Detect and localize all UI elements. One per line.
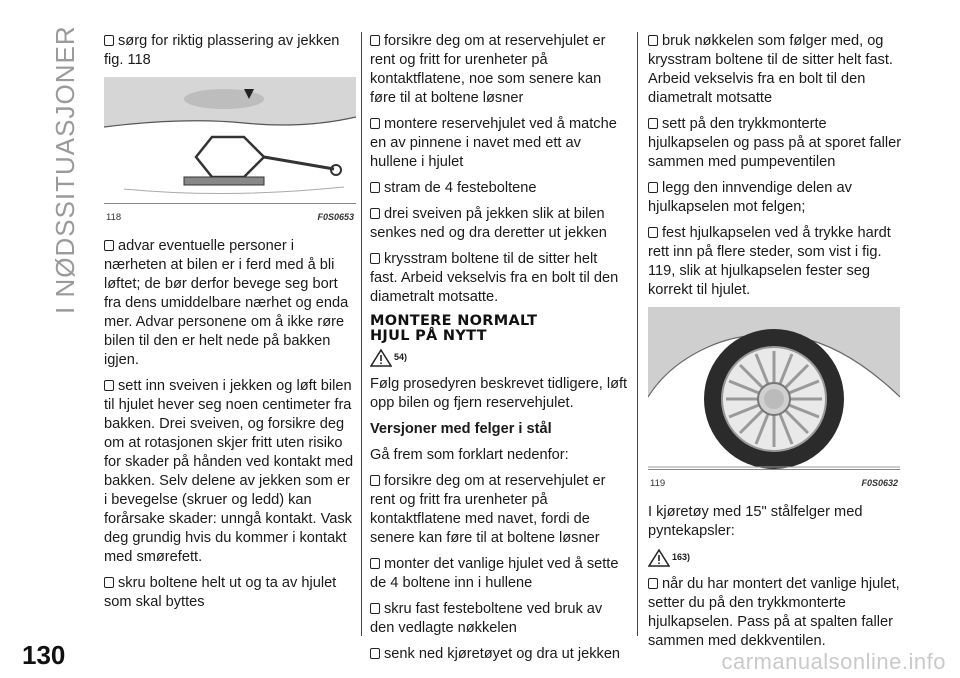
- step-item: senk ned kjøretøyet og dra ut jekken: [370, 645, 628, 664]
- checkbox-icon: [370, 35, 380, 46]
- step-item: når du har montert det vanlige hjulet, setter du på den trykkmonterte hjulkapselen. Pass på at spalten faller sammen med dekkventilen.: [648, 576, 900, 649]
- step-item: stram de 4 festeboltene: [370, 179, 628, 198]
- figure-caption: 119 F0S0632: [648, 469, 900, 493]
- column-3: [648, 32, 908, 658]
- figure-caption: 118 F0S0653: [104, 203, 356, 227]
- warning-reference: 163): [648, 548, 908, 567]
- checkbox-icon: [104, 35, 114, 46]
- step-item: krysstram boltene til de sitter helt fast. Arbeid vekselvis fra en bolt til den diametralt motsatte.: [370, 251, 619, 305]
- checkbox-icon: [104, 380, 114, 391]
- step-item: sett inn sveiven i jekken og løft bilen til hjulet hever seg noen centimeter fra bakken. Drei sveiven, og forsikre deg om at rotasjonen skjer fritt uten risiko for skader på hånden ved kontakt med bakken. Selv delene av jekken som er i bevegelse (skruer og ledd) kan forårsake skader: unngå kontakt. Vask deg grundig hvis du kommer i kontakt med smørefett.: [104, 378, 354, 565]
- column-1: [104, 32, 354, 619]
- checkbox-icon: [370, 182, 380, 193]
- paragraph: Gå frem som forklart nedenfor:: [370, 447, 569, 463]
- step-item: monter det vanlige hjulet ved å sette de 4 boltene inn i hullene: [370, 556, 619, 591]
- checkbox-icon: [370, 648, 380, 659]
- paragraph: I kjøretøy med 15" stålfelger med pyntekapsler:: [648, 504, 863, 539]
- checkbox-icon: [648, 182, 658, 193]
- step-item: sett på den trykkmonterte hjulkapselen og pass på at sporet faller sammen med pumpeventilen: [648, 116, 902, 170]
- step-item: skru boltene helt ut og ta av hjulet som skal byttes: [104, 575, 337, 610]
- warning-icon: [370, 349, 392, 367]
- column-divider: [637, 32, 638, 636]
- checkbox-icon: [648, 578, 658, 589]
- column-divider: [361, 32, 362, 636]
- step-item: bruk nøkkelen som følger med, og krysstram boltene til de sitter helt fast. Arbeid vekselvis fra en bolt til den diametralt motsatte: [648, 33, 893, 106]
- step-item: fest hjulkapselen ved å trykke hardt rett inn på flere steder, som vist i fig. 119, slik at hjulkapselen fester seg korrekt til hjulet.: [648, 225, 891, 298]
- step-item: legg den innvendige delen av hjulkapselen mot felgen;: [648, 180, 852, 215]
- step-item: montere reservehjulet ved å matche en av pinnene i navet med ett av hullene i hjulet: [370, 116, 617, 170]
- column-2: [370, 32, 628, 671]
- checkbox-icon: [648, 227, 658, 238]
- step-item: advar eventuelle personer i nærheten at bilen er i ferd med å bli løftet; de bør derfor bevege seg bort fra dens umiddelbare nærhet og enda mer. Advar personene om å ikke røre bilen til den er helt nede på bakken igjen.: [104, 238, 349, 368]
- figure-118: [104, 77, 356, 227]
- figure-119: [648, 307, 900, 493]
- checkbox-icon: [370, 475, 380, 486]
- jack-illustration: [104, 77, 356, 203]
- checkbox-icon: [370, 603, 380, 614]
- checkbox-icon: [648, 35, 658, 46]
- step-item: forsikre deg om at reservehjulet er rent og fritt fra urenheter på kontaktflatene med navet, fordi de senere kan føre til at boltene løsner: [370, 473, 606, 546]
- paragraph: Følg prosedyren beskrevet tidligere, løft opp bilen og fjern reservehjulet.: [370, 376, 628, 411]
- step-item: sørg for riktig plassering av jekken fig. 118: [104, 33, 340, 68]
- section-title: I NØDSSITUASJONER: [50, 25, 80, 314]
- checkbox-icon: [370, 208, 380, 219]
- checkbox-icon: [104, 240, 114, 251]
- subheading: Versjoner med felger i stål: [370, 421, 552, 437]
- checkbox-icon: [648, 118, 658, 129]
- page-number: 130: [22, 640, 66, 670]
- checkbox-icon: [370, 118, 380, 129]
- checkbox-icon: [370, 558, 380, 569]
- warning-icon: [648, 549, 670, 567]
- watermark: carmanualsonline.info: [721, 649, 946, 674]
- hubcap-illustration: [648, 307, 900, 469]
- checkbox-icon: [104, 577, 114, 588]
- warning-reference: 54): [370, 348, 628, 367]
- checkbox-icon: [370, 253, 380, 264]
- step-item: forsikre deg om at reservehjulet er rent og fritt for urenheter på kontaktflatene, noe som senere kan føre til at boltene løsner: [370, 33, 606, 106]
- section-heading: MONTERE NORMALT HJUL PÅ NYTT: [370, 313, 538, 344]
- step-item: drei sveiven på jekken slik at bilen senkes ned og dra deretter ut jekken: [370, 206, 607, 241]
- step-item: skru fast festeboltene ved bruk av den vedlagte nøkkelen: [370, 601, 603, 636]
